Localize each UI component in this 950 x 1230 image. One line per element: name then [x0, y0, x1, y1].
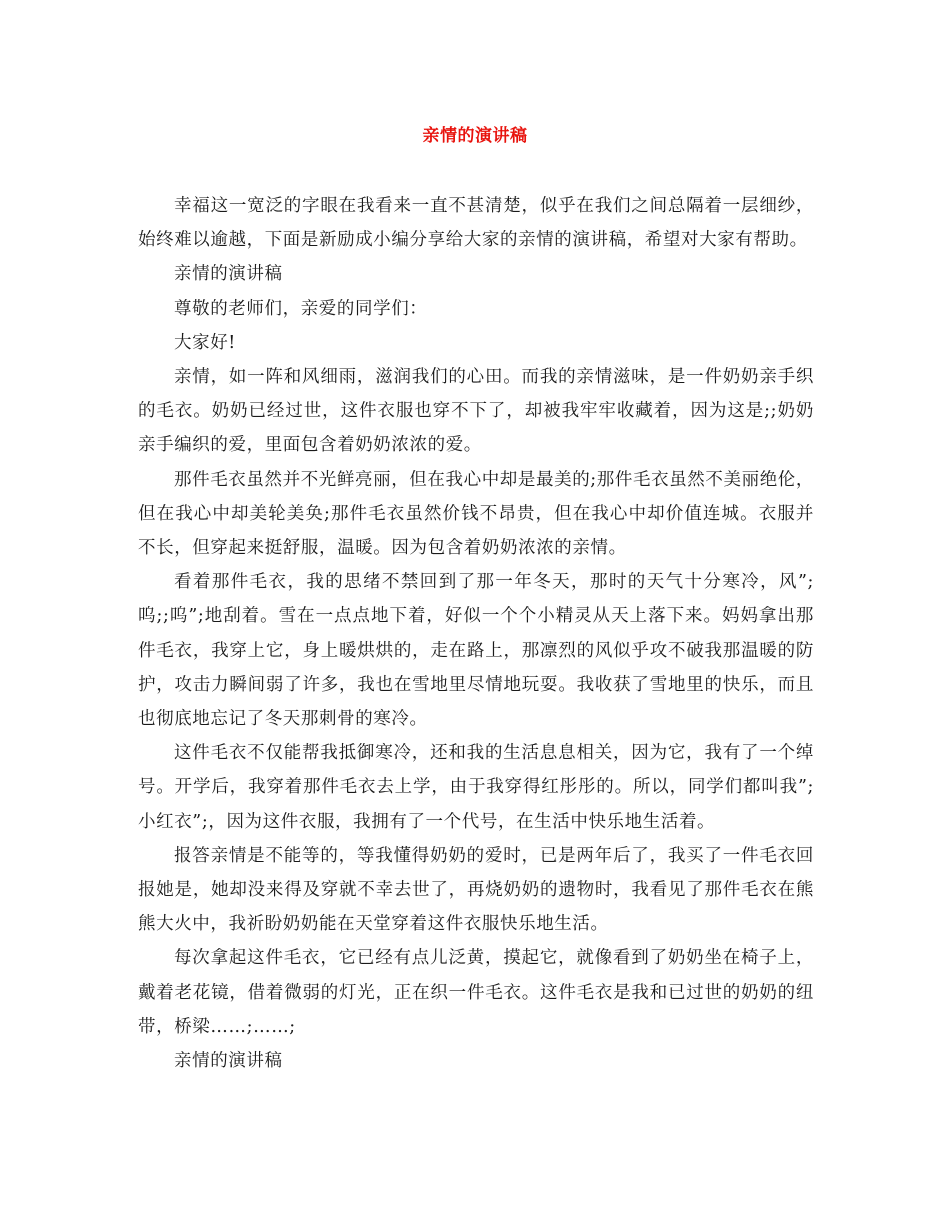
paragraph-body: 看着那件毛衣，我的思绪不禁回到了那一年冬天，那时的天气十分寒冷，风”;呜;;呜”;地刮着。雪在一点点地下着，好似一个个小精灵从天上落下来。妈妈拿出那件毛衣，我穿上它，身上暖烘烘的，走在路上，那凛烈的风似乎攻不破我那温暖的防护，攻击力瞬间弱了许多，我也在雪地里尽情地玩耍。我收获了雪地里的快乐，而且也彻底地忘记了冬天那刺骨的寒冷。	[138, 572, 814, 730]
paragraph-body: 亲情，如一阵和风细雨，滋润我们的心田。而我的亲情滋味，是一件奶奶亲手织的毛衣。奶奶已经过世，这件衣服也穿不下了，却被我牢牢收藏着，因为这是;;奶奶亲手编织的爱，里面包含着奶奶浓浓的爱。	[138, 367, 814, 456]
paragraph-salutation: 尊敬的老师们，亲爱的同学们：	[174, 298, 428, 319]
document-title: 亲情的演讲稿	[422, 126, 528, 146]
paragraph-body: 那件毛衣虽然并不光鲜亮丽，但在我心中却是最美的;那件毛衣虽然不美丽绝伦，但在我心中却美轮美奂;那件毛衣虽然价钱不昂贵，但在我心中却价值连城。衣服并不长，但穿起来挺舒服，温暖。因为包含着奶奶浓浓的亲情。	[138, 469, 814, 559]
paragraph-body: 每次拿起这件毛衣，它已经有点儿泛黄，摸起它，就像看到了奶奶坐在椅子上，戴着老花镜，借着微弱的灯光，正在织一件毛衣。这件毛衣是我和已过世的奶奶的纽带，桥梁……;……;	[138, 948, 814, 1037]
paragraph-intro: 幸福这一宽泛的字眼在我看来一直不甚清楚，似乎在我们之间总隔着一层细纱，始终难以逾越，下面是新励成小编分享给大家的亲情的演讲稿，希望对大家有帮助。	[138, 196, 814, 251]
paragraph-footer-heading: 亲情的演讲稿	[174, 1051, 283, 1072]
paragraph-greeting: 大家好!	[174, 332, 236, 353]
paragraph-body: 这件毛衣不仅能帮我抵御寒冷，还和我的生活息息相关，因为它，我有了一个绰号。开学后，我穿着那件毛衣去上学，由于我穿得红彤彤的。所以，同学们都叫我”;小红衣”;，因为这件衣服，我拥有了一个代号，在生活中快乐地生活着。	[138, 743, 814, 832]
paragraph-heading: 亲情的演讲稿	[174, 264, 283, 285]
document-body	[138, 189, 814, 1078]
paragraph-body: 报答亲情是不能等的，等我懂得奶奶的爱时，已是两年后了，我买了一件毛衣回报她是，她却没来得及穿就不幸去世了，再烧奶奶的遗物时，我看见了那件毛衣在熊熊大火中，我祈盼奶奶能在天堂穿着这件衣服快乐地生活。	[138, 845, 814, 935]
